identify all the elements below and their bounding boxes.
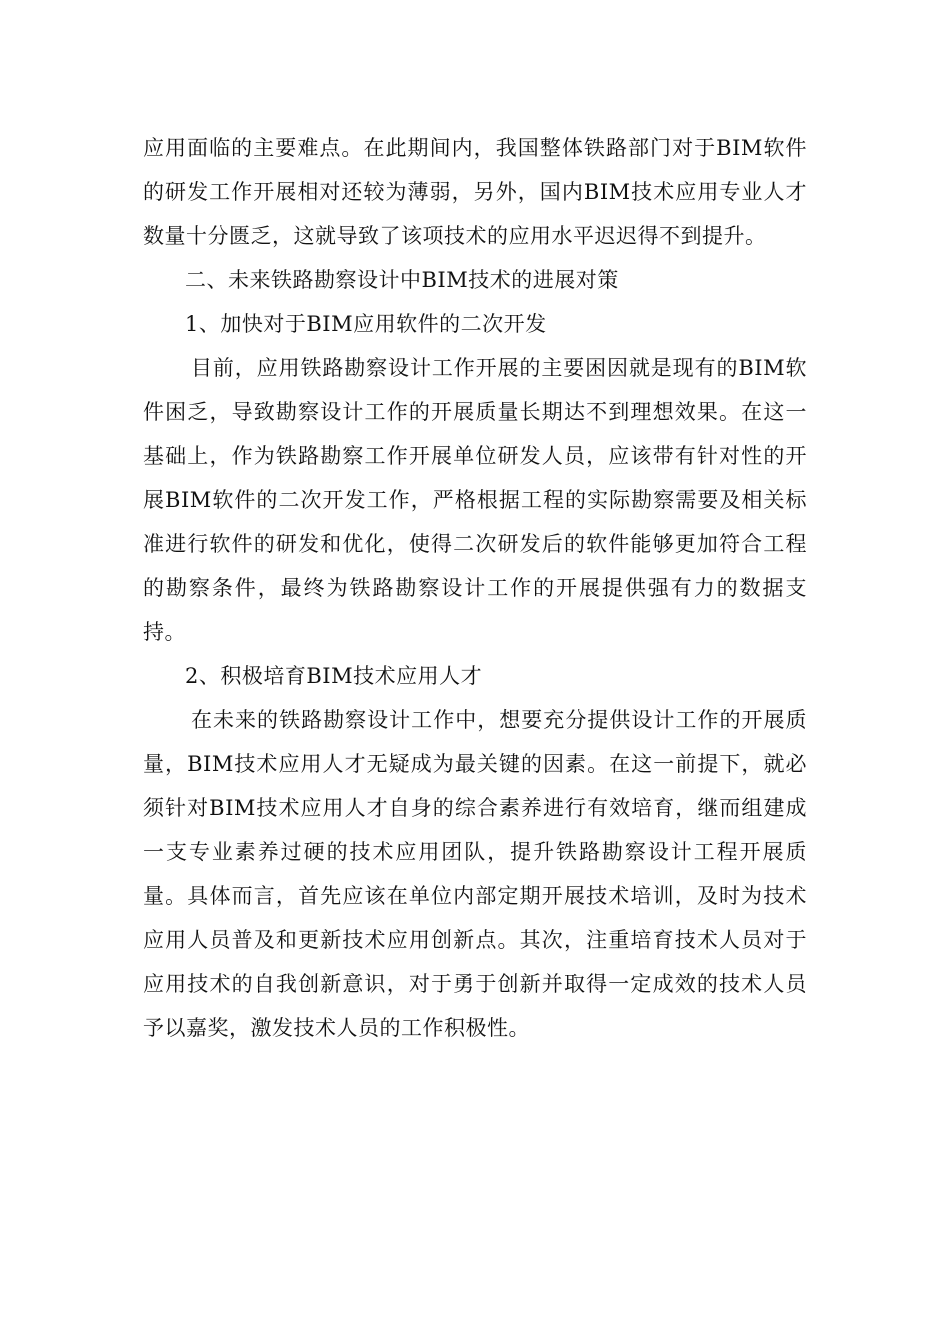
paragraph-software-development: 目前，应用铁路勘察设计工作开展的主要困因就是现有的BIM软件困乏，导致勘察设计工作的开展质量长期达不到理想效果。在这一基础上，作为铁路勘察工作开展单位研发人员，应该带有针对性的开展BIM软件的二次开发工作，严格根据工程的实际勘察需要及相关标准进行软件的研发和优化，使得二次研发后的软件能够更加符合工程的勘察条件，最终为铁路勘察设计工作的开展提供强有力的数据支持。: [143, 356, 807, 644]
section-heading: 二、未来铁路勘察设计中BIM技术的进展对策: [185, 268, 619, 292]
subsection-heading-1: 1、加快对于BIM应用软件的二次开发: [185, 312, 547, 336]
paragraph-talent-cultivation: 在未来的铁路勘察设计工作中，想要充分提供设计工作的开展质量，BIM技术应用人才无疑成为最关键的因素。在这一前提下，就必须针对BIM技术应用人才自身的综合素养进行有效培育，继而组建成一支专业素养过硬的技术应用团队，提升铁路勘察设计工程开展质量。具体而言，首先应该在单位内部定期开展技术培训，及时为技术应用人员普及和更新技术应用创新点。其次，注重培育技术人员对于应用技术的自我创新意识，对于勇于创新并取得一定成效的技术人员予以嘉奖，激发技术人员的工作积极性。: [143, 708, 807, 1040]
document-body: [143, 126, 807, 1050]
subsection-heading-2: 2、积极培育BIM技术应用人才: [185, 664, 483, 688]
paragraph-continuation: 应用面临的主要难点。在此期间内，我国整体铁路部门对于BIM软件的研发工作开展相对还较为薄弱，另外，国内BIM技术应用专业人才数量十分匮乏，这就导致了该项技术的应用水平迟迟得不到提升。: [143, 136, 807, 248]
